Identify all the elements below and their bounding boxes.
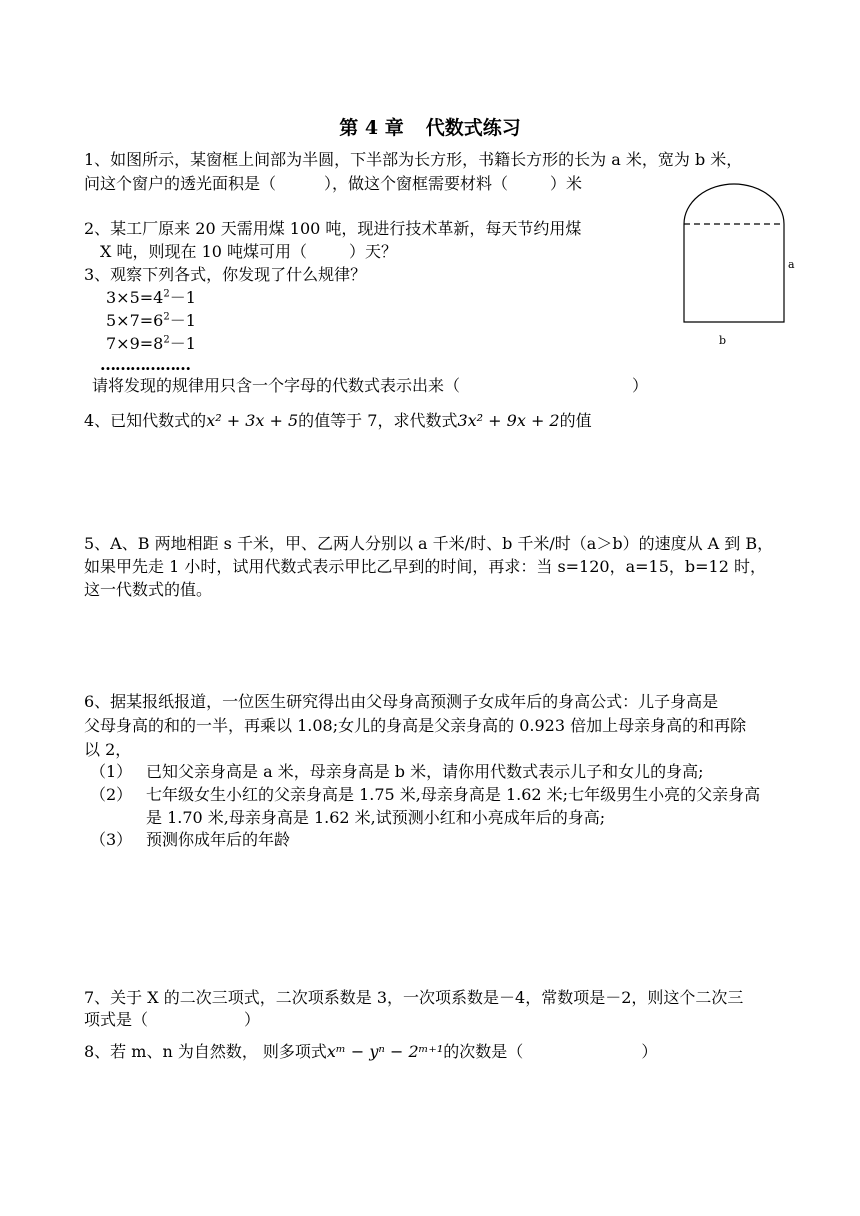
q3-prompt-close: ） [632,376,649,395]
q8-expression: xᵐ − yⁿ − 2ᵐ⁺¹ [326,1042,444,1061]
q4-text-a: 4、已知代数式的 [84,411,207,430]
q8-text-b: 的次数是（ [443,1042,524,1061]
q3-eq1-left: 3×5=4 [106,288,164,307]
chapter-number: 第 4 章 [339,117,404,139]
q7-line1: 7、关于 X 的二次三项式，二次项系数是 3，一次项系数是－4，常数项是－2，则这个二次三 [84,988,744,1007]
q3-prompt-text: 请将发现的规律用只含一个字母的代数式表示出来（ [92,376,461,395]
q6-sub1-number: （1） [90,762,133,781]
q4-expression-2: 3x² + 9x + 2 [457,411,560,430]
window-outline [684,184,784,322]
q4-expression-1: x² + 3x + 5 [206,411,299,430]
q6-line3: 以 2， [84,740,132,759]
q3-eq2-exponent: 2 [163,311,170,323]
q6-sub2-text2: 是 1.70 米,母亲身高是 1.62 米,试预测小红和小亮成年后的身高; [146,808,606,827]
q8-text-c: ） [641,1042,658,1061]
q3-ellipsis: ……………… [100,355,190,374]
diagram-label-a: a [788,258,795,271]
chapter-name: 代数式练习 [425,117,521,139]
q1-text-b: ），做这个窗框需要材料（ [324,174,509,193]
q3-line1: 3、观察下列各式，你发现了什么规律？ [84,265,367,284]
q1-text-a: 问这个窗户的透光面积是（ [84,174,277,193]
q1-text-c: ）米 [550,174,583,193]
q3-eq3-exponent: 2 [163,334,170,346]
q3-eq3-left: 7×9=8 [106,334,164,353]
q8-text-a: 8、若 m、n 为自然数， 则多项式 [84,1042,327,1061]
q2-line1: 2、某工厂原来 20 天需用煤 100 吨，现进行技术革新，每天节约用煤 [84,219,582,238]
page-title [0,114,860,142]
q2-text-b: ）天？ [349,242,398,261]
q3-equation-1 [106,286,196,310]
q7-line2 [84,1008,260,1032]
q1-line2 [84,172,582,196]
q3-eq2-left: 5×7=6 [106,311,164,330]
q8-line [84,1040,657,1064]
q3-eq3-right: －1 [169,334,196,353]
q4-line [84,409,592,433]
q6-sub2-text1: 七年级女生小红的父亲身高是 1.75 米,母亲身高是 1.62 米;七年级男生小亮的父亲身高 [146,785,761,804]
diagram-label-b: b [719,334,727,347]
q7-text-b: ） [244,1010,261,1029]
q3-prompt [92,374,648,398]
q1-line1: 1、如图所示，某窗框上间部为半圆，下半部为长方形，书籍长方形的长为 a 米，宽为 b 米， [84,150,743,169]
q2-line2 [100,240,397,264]
q4-text-c: 的值 [559,411,592,430]
q6-line1: 6、据某报纸报道，一位医生研究得出由父母身高预测子女成年后的身高公式：儿子身高是 [84,692,719,711]
q3-eq1-exponent: 2 [163,288,170,300]
q5-line2: 如果甲先走 1 小时，试用代数式表示甲比乙早到的时间，再求：当 s=120，a=15，b=12 时， [84,557,766,576]
q3-equation-2 [106,309,196,333]
q6-sub3-number: （3） [90,830,133,849]
q4-text-b: 的值等于 7，求代数式 [298,411,458,430]
q6-line2: 父母身高的和的一半，再乘以 1.08;女儿的身高是父亲身高的 0.923 倍加上母亲身高的和再除 [84,716,747,735]
q5-line3: 这一代数式的值。 [84,580,213,599]
q7-text-a: 项式是（ [84,1010,149,1029]
q6-sub1-text: 已知父亲身高是 a 米，母亲身高是 b 米，请你用代数式表示儿子和女儿的身高; [146,762,704,781]
q6-sub2-number: （2） [90,785,133,804]
window-diagram [676,176,796,348]
q3-eq2-right: －1 [169,311,196,330]
q6-sub3-text: 预测你成年后的年龄 [146,830,291,849]
q2-text-a: X 吨，则现在 10 吨煤可用（ [100,242,308,261]
q3-eq1-right: －1 [169,288,196,307]
q5-line1: 5、A、B 两地相距 s 千米，甲、乙两人分别以 a 千米/时、b 千米/时（a＞b）的速度从 A 到 B， [84,534,774,553]
